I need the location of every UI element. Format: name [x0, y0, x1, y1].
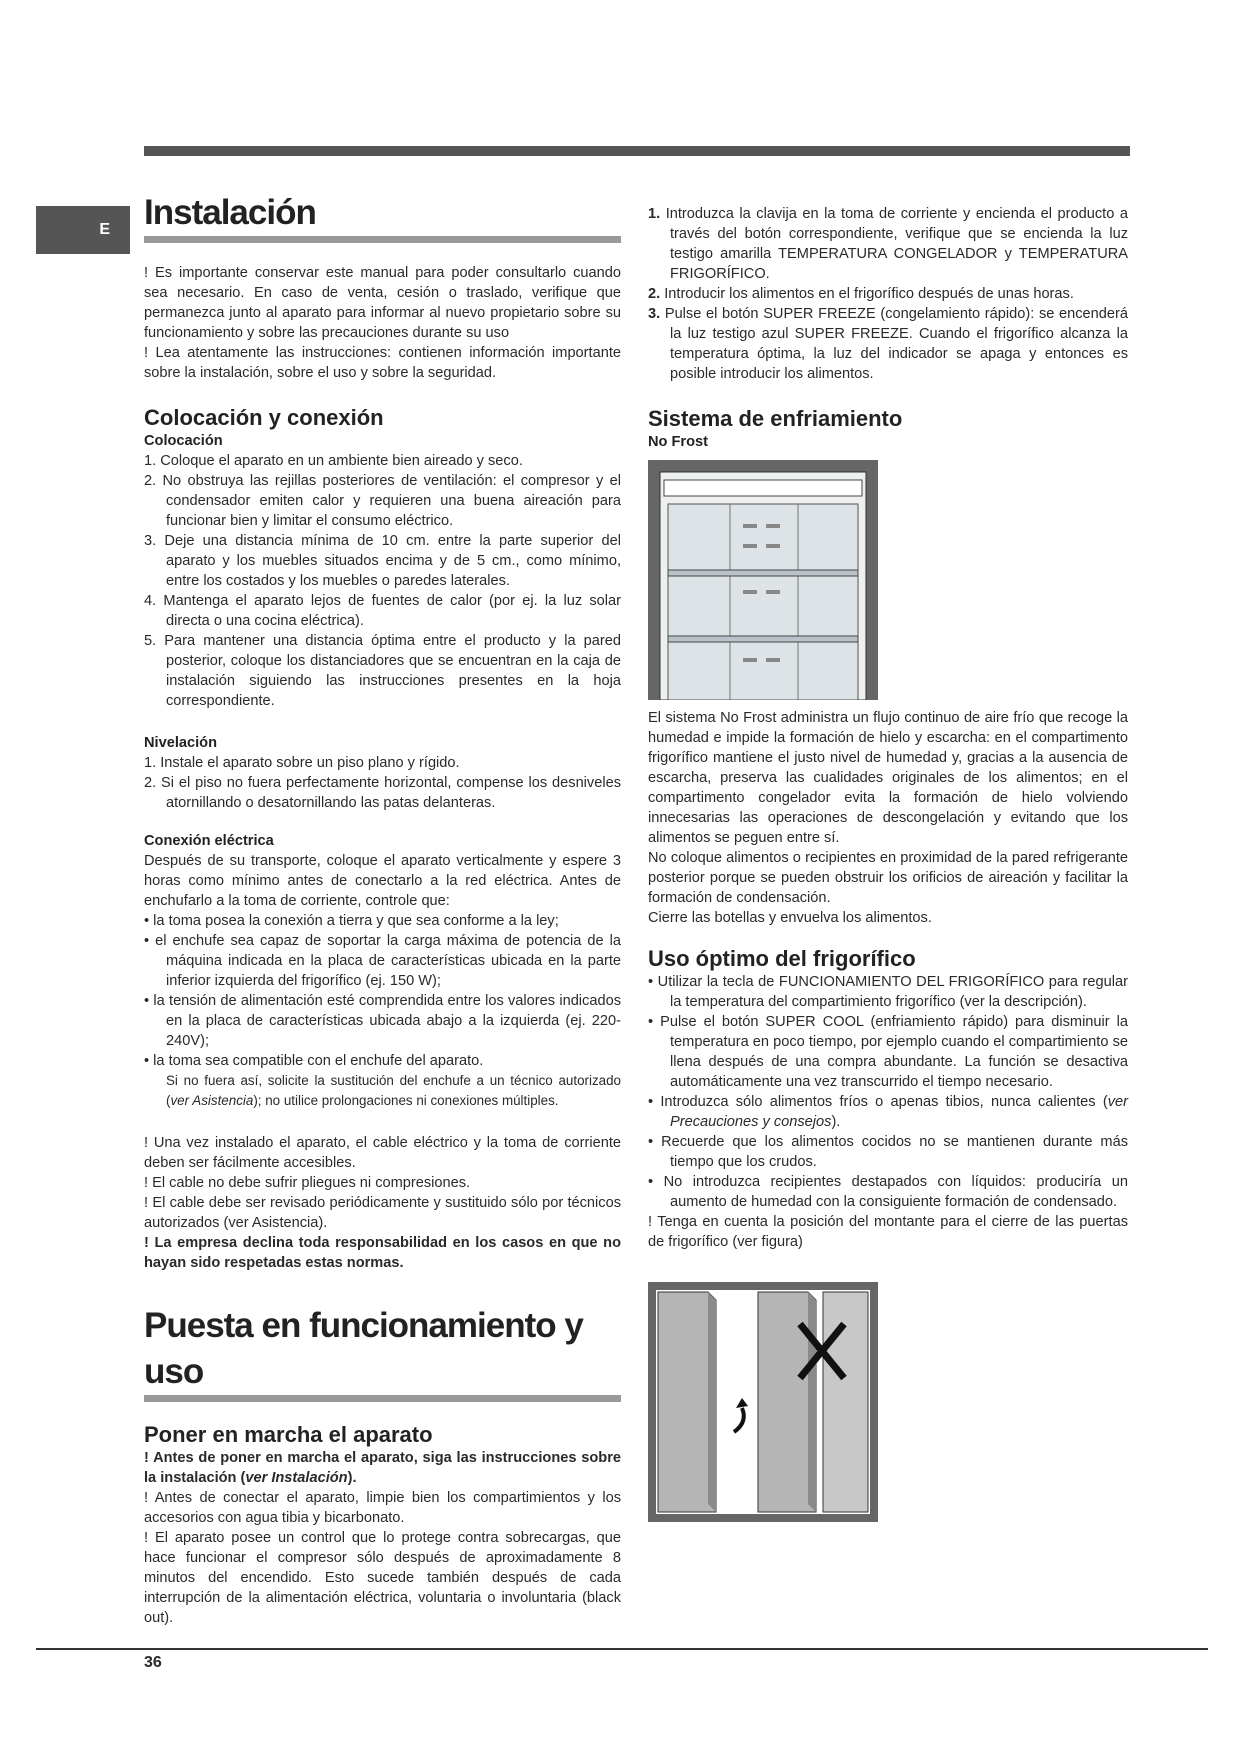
electrical-subheading: Conexión eléctrica	[144, 833, 274, 849]
list-item: 5. Para mantener una distancia óptima entre el producto y la pared posterior, coloque los distanciadores que se encuentran en la caja de instalación siguiendo las instrucciones presentes en la hoja correspondiente.	[144, 633, 621, 709]
startup-heading: Poner en marcha el aparato	[144, 1422, 433, 1447]
list-item: 2. Si el piso no fuera perfectamente horizontal, compense los desniveles atornillando o desatornillando las patas delanteras.	[144, 775, 621, 811]
cooling-paragraph-1: El sistema No Frost administra un flujo continuo de aire frío que recoge la humedad e impide la formación de hielo y escarcha: en el compartimento frigorífico mantiene el justo nivel de humedad y, gracias a la ausencia de escarcha, preserva las cualidades originales de los alimentos; en el compartimento congelador evita la formación de hielo volviendo innecesarias las operaciones de descongelación y evitando que los alimentos se peguen entre sí.	[648, 710, 1128, 846]
air-vent	[743, 524, 757, 528]
list-item: 2. No obstruya las rejillas posteriores de ventilación: el compresor y el condensador emiten calor y requieren una buena aireación para funcionar bien y limitar el consumo eléctrico.	[144, 473, 621, 529]
placement-subheading: Colocación	[144, 433, 223, 449]
left-column	[144, 190, 621, 1628]
startup-title: Puesta en funcionamiento y uso	[144, 1306, 583, 1391]
optimal-use-heading: Uso óptimo del frigorífico	[648, 946, 916, 971]
compartment	[668, 504, 858, 700]
list-item: 3. Pulse el botón SUPER FREEZE (congelamiento rápido): se encenderá la luz testigo azul SUPER FREEZE. Cuando el frigorífico alcanza la temperatura óptima, la luz del indicador se apaga y entonces es posible introducir los alimentos.	[648, 306, 1128, 382]
shelf	[668, 636, 858, 642]
placement-list	[144, 451, 621, 711]
door-edge	[808, 1292, 816, 1512]
shelf	[668, 570, 858, 576]
leveling-subheading: Nivelación	[144, 735, 217, 751]
page-number: 36	[144, 1654, 162, 1671]
list-item: • No introduzca recipientes destapados con líquidos: produciría un aumento de humedad con la consiguiente formación de condensado.	[648, 1174, 1128, 1210]
list-item: • el enchufe sea capaz de soportar la carga máxima de potencia de la máquina indicada en la placa de características ubicada en la parte inferior izquierda del frigorífico (ej. 150 W);	[144, 933, 621, 989]
air-vent	[743, 544, 757, 548]
list-item: 1. Instale el aparato sobre un piso plano y rígido.	[144, 755, 460, 771]
title-rule	[144, 236, 621, 243]
air-vent	[766, 544, 780, 548]
intro-paragraph-1: ! Es importante conservar este manual para poder consultarlo cuando sea necesario. En caso de venta, cesión o traslado, verifique que permanezca junto al aparato para informar al nuevo propietario sobre su funcionamiento y sobre las precauciones durante su uso	[144, 265, 621, 341]
optimal-use-list	[648, 972, 1128, 1212]
door-panel	[658, 1292, 716, 1512]
placement-heading: Colocación y conexión	[144, 405, 384, 430]
intro-paragraph-2: ! Lea atentamente las instrucciones: contienen información importante sobre la instalación, sobre el uso y sobre la seguridad.	[144, 345, 621, 381]
cooling-subheading: No Frost	[648, 434, 708, 450]
footer-rule	[36, 1648, 1208, 1650]
cooling-heading: Sistema de enfriamiento	[648, 406, 903, 431]
electrical-intro: Después de su transporte, coloque el aparato verticalmente y espere 3 horas como mínimo antes de conectarlo a la red eléctrica. Antes de enchufarlo a la toma de corriente, controle que:	[144, 853, 621, 909]
list-item: • Pulse el botón SUPER COOL (enfriamiento rápido) para disminuir la temperatura en poco tiempo, por ejemplo cuando el compartimiento se llena después de una compra abundante. La función se desactiva automáticamente una vez transcurrido el tiempo necesario.	[648, 1014, 1128, 1090]
door-edge	[708, 1292, 716, 1512]
list-item: • la tensión de alimentación esté comprendida entre los valores indicados en la placa de características ubicada abajo a la izquierda (ej. 220-240V);	[144, 993, 621, 1049]
precautions-reference: ver Precauciones y consejos	[670, 1094, 1128, 1130]
list-item: 2. Introducir los alimentos en el frigorífico después de unas horas.	[648, 286, 1074, 302]
electrical-note: Si no fuera así, solicite la sustitución del enchufe a un técnico autorizado (ver Asistencia); no utilice prolongaciones ni conexiones múltiples.	[166, 1073, 621, 1108]
title-rule	[144, 1395, 621, 1402]
installation-reference: ver Instalación	[245, 1470, 348, 1486]
installation-title: Instalación	[144, 193, 316, 232]
assistance-reference: ver Asistencia	[170, 1093, 254, 1108]
list-item: • Introduzca sólo alimentos fríos o apenas tibios, nunca calientes (ver Precauciones y consejos).	[648, 1094, 1128, 1130]
no-frost-figure	[648, 460, 878, 700]
warning-2: ! El cable no debe sufrir pliegues ni compresiones.	[144, 1175, 471, 1191]
startup-steps	[648, 204, 1128, 384]
list-item: 1. Introduzca la clavija en la toma de corriente y encienda el producto a través del botón correspondiente, verifique que se encienda la luz testigo amarilla TEMPERATURA CONGELADOR y TEMPERATURA FRIGORÍFICO.	[648, 206, 1128, 282]
warning-1: ! Una vez instalado el aparato, el cable eléctrico y la toma de corriente deben ser fácilmente accesibles.	[144, 1135, 621, 1171]
list-item: 3. Deje una distancia mínima de 10 cm. entre la parte superior del aparato y los muebles situados encima y de 5 cm., como mínimo, entre los costados y los muebles o paredes laterales.	[144, 533, 621, 589]
warning-3: ! El cable debe ser revisado periódicamente y sustituido sólo por técnicos autorizados (ver Asistencia).	[144, 1195, 621, 1231]
door-panel	[758, 1292, 816, 1512]
door-note: ! Tenga en cuenta la posición del montante para el cierre de las puertas de frigorífico (ver figura)	[648, 1214, 1128, 1250]
leveling-list	[144, 753, 621, 813]
air-vent	[766, 524, 780, 528]
disclaimer: ! La empresa declina toda responsabilidad en los casos en que no hayan sido respetadas estas normas.	[144, 1235, 621, 1271]
cooling-paragraph-3: Cierre las botellas y envuelva los alimentos.	[648, 910, 932, 926]
air-vent	[766, 658, 780, 662]
language-tab: E	[36, 206, 130, 254]
air-vent	[766, 590, 780, 594]
startup-paragraph-1: ! Antes de conectar el aparato, limpie bien los compartimientos y los accesorios con agua tibia y bicarbonato.	[144, 1490, 621, 1526]
door-closure-figure	[648, 1282, 878, 1522]
list-item: • Recuerde que los alimentos cocidos no se mantienen durante más tiempo que los crudos.	[648, 1134, 1128, 1170]
electrical-checklist	[144, 911, 621, 1071]
startup-paragraph-2: ! El aparato posee un control que lo protege contra sobrecargas, que hace funcionar el compresor sólo después de aproximadamente 8 minutos del encendido. Esto sucede también después de cada interrupción de la alimentación eléctrica, voluntaria o involuntaria (black out).	[144, 1530, 621, 1626]
control-panel	[664, 480, 862, 496]
door-panel	[823, 1292, 868, 1512]
air-vent	[743, 658, 757, 662]
top-rule	[144, 146, 1130, 156]
right-column	[648, 204, 1128, 1522]
list-item: 1. Coloque el aparato en un ambiente bien aireado y seco.	[144, 453, 523, 469]
air-vent	[743, 590, 757, 594]
cooling-paragraph-2: No coloque alimentos o recipientes en proximidad de la pared refrigerante posterior porque se pueden obstruir los orificios de aireación y facilitar la formación de condensación.	[648, 850, 1128, 906]
list-item: • Utilizar la tecla de FUNCIONAMIENTO DEL FRIGORÍFICO para regular la temperatura del compartimiento frigorífico (ver la descripción).	[648, 974, 1128, 1010]
list-item: • la toma posea la conexión a tierra y que sea conforme a la ley;	[144, 913, 559, 929]
list-item: 4. Mantenga el aparato lejos de fuentes de calor (por ej. la luz solar directa o una cocina eléctrica).	[144, 593, 621, 629]
startup-warning: ! Antes de poner en marcha el aparato, siga las instrucciones sobre la instalación (ver Instalación).	[144, 1450, 621, 1486]
list-item: • la toma sea compatible con el enchufe del aparato.	[144, 1053, 484, 1069]
